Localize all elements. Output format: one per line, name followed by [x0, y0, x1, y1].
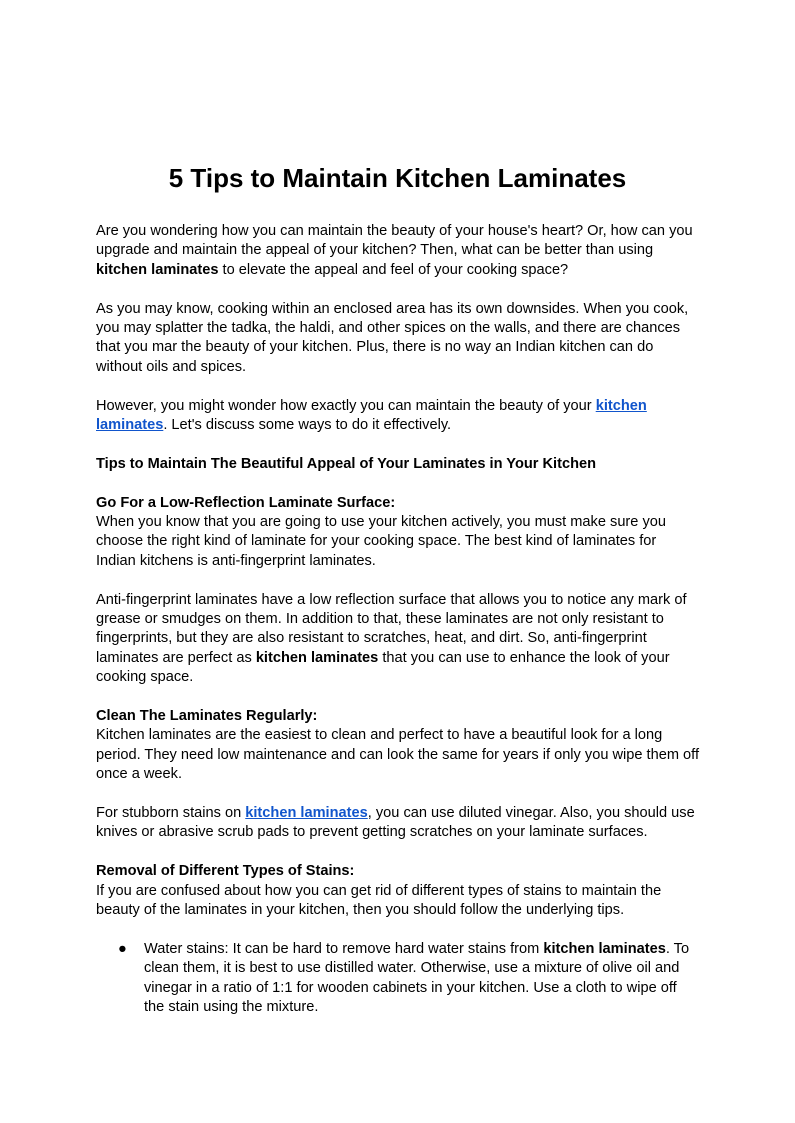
page-title: 5 Tips to Maintain Kitchen Laminates [168, 163, 627, 193]
tip2-p2-text: For stubborn stains on [96, 805, 246, 822]
kitchen-laminates-link-2[interactable]: kitchen laminates [245, 805, 368, 822]
intro-paragraph-3 [96, 397, 700, 436]
intro-p3-text: However, you might wonder how exactly you can maintain the beauty of your [96, 397, 596, 414]
tip1-paragraph-2 [96, 591, 700, 688]
intro-p1-text: Are you wondering how you can maintain the beauty of your house's heart? Or, how can you upgrade and maintain the appeal of your kitchen? Then, what can be better than using [96, 223, 693, 259]
bullet1-keyword: kitchen laminates [543, 940, 666, 957]
tip2-paragraph-1: Kitchen laminates are the easiest to clean and perfect to have a beautiful look for a long period. They need low maintenance and can look the same for years if only you wipe them off once a week. [96, 727, 700, 783]
bullet-icon: ● [118, 940, 127, 957]
tip3-paragraph-1: If you are confused about how you can get rid of different types of stains to maintain the beauty of the laminates in your kitchen, then you should follow the underlying tips. [96, 882, 662, 919]
stain-tips-list [96, 940, 700, 1018]
intro-p3-text-end: . Let's discuss some ways to do it effectively. [163, 417, 452, 434]
tip2-paragraph-2 [96, 804, 700, 843]
tip1-p2-text-end: that you can use to enhance the look of your cooking space. [96, 649, 670, 686]
tip1-paragraph-1: When you know that you are going to use your kitchen actively, you must make sure you choose the right kind of laminate for your cooking space. The best kind of laminates for Indian kitchens is anti-fingerprint laminates. [96, 514, 666, 569]
intro-paragraph-1 [96, 222, 700, 280]
tip2-heading: Clean The Laminates Regularly: [96, 708, 318, 725]
section-heading: Tips to Maintain The Beautiful Appeal of Your Laminates in Your Kitchen [96, 455, 597, 472]
tip1-p2-text: Anti-fingerprint laminates have a low reflection surface that allows you to notice any mark of grease or smudges on them. In addition to that, these laminates are not only resistant to fingerprints, but they are also resistant to scratches, heat, and dirt. So, anti-fingerprint laminates are perfect as [96, 591, 687, 666]
intro-paragraph-2: As you may know, cooking within an enclosed area has its own downsides. When you cook, you may splatter the tadka, the haldi, and other spices on the walls, and there are chances that you mar the beauty of your kitchen. Plus, there is no way an Indian kitchen can do without oils and spices. [96, 300, 689, 375]
intro-p1-keyword: kitchen laminates [96, 261, 219, 278]
tip3-heading: Removal of Different Types of Stains: [96, 863, 355, 880]
tip2-p2-text-end: , you can use diluted vinegar. Also, you should use knives or abrasive scrub pads to prevent getting scratches on your laminate surfaces. [96, 805, 695, 841]
tip1-p2-keyword: kitchen laminates [255, 649, 379, 666]
document-body [96, 222, 700, 1018]
intro-p1-text-end: to elevate the appeal and feel of your cooking space? [218, 261, 569, 278]
kitchen-laminates-link-1[interactable]: kitchen laminates [96, 397, 647, 434]
tip1-heading: Go For a Low-Reflection Laminate Surface: [96, 494, 396, 511]
bullet1-text-end: . To clean them, it is best to use distilled water. Otherwise, use a mixture of olive oil and vinegar in a ratio of 1:1 for wooden cabinets in your kitchen. Use a cloth to wipe off the stain using the mixture. [144, 940, 690, 1016]
list-item [96, 940, 700, 1018]
bullet1-text: Water stains: It can be hard to remove hard water stains from [144, 940, 544, 957]
